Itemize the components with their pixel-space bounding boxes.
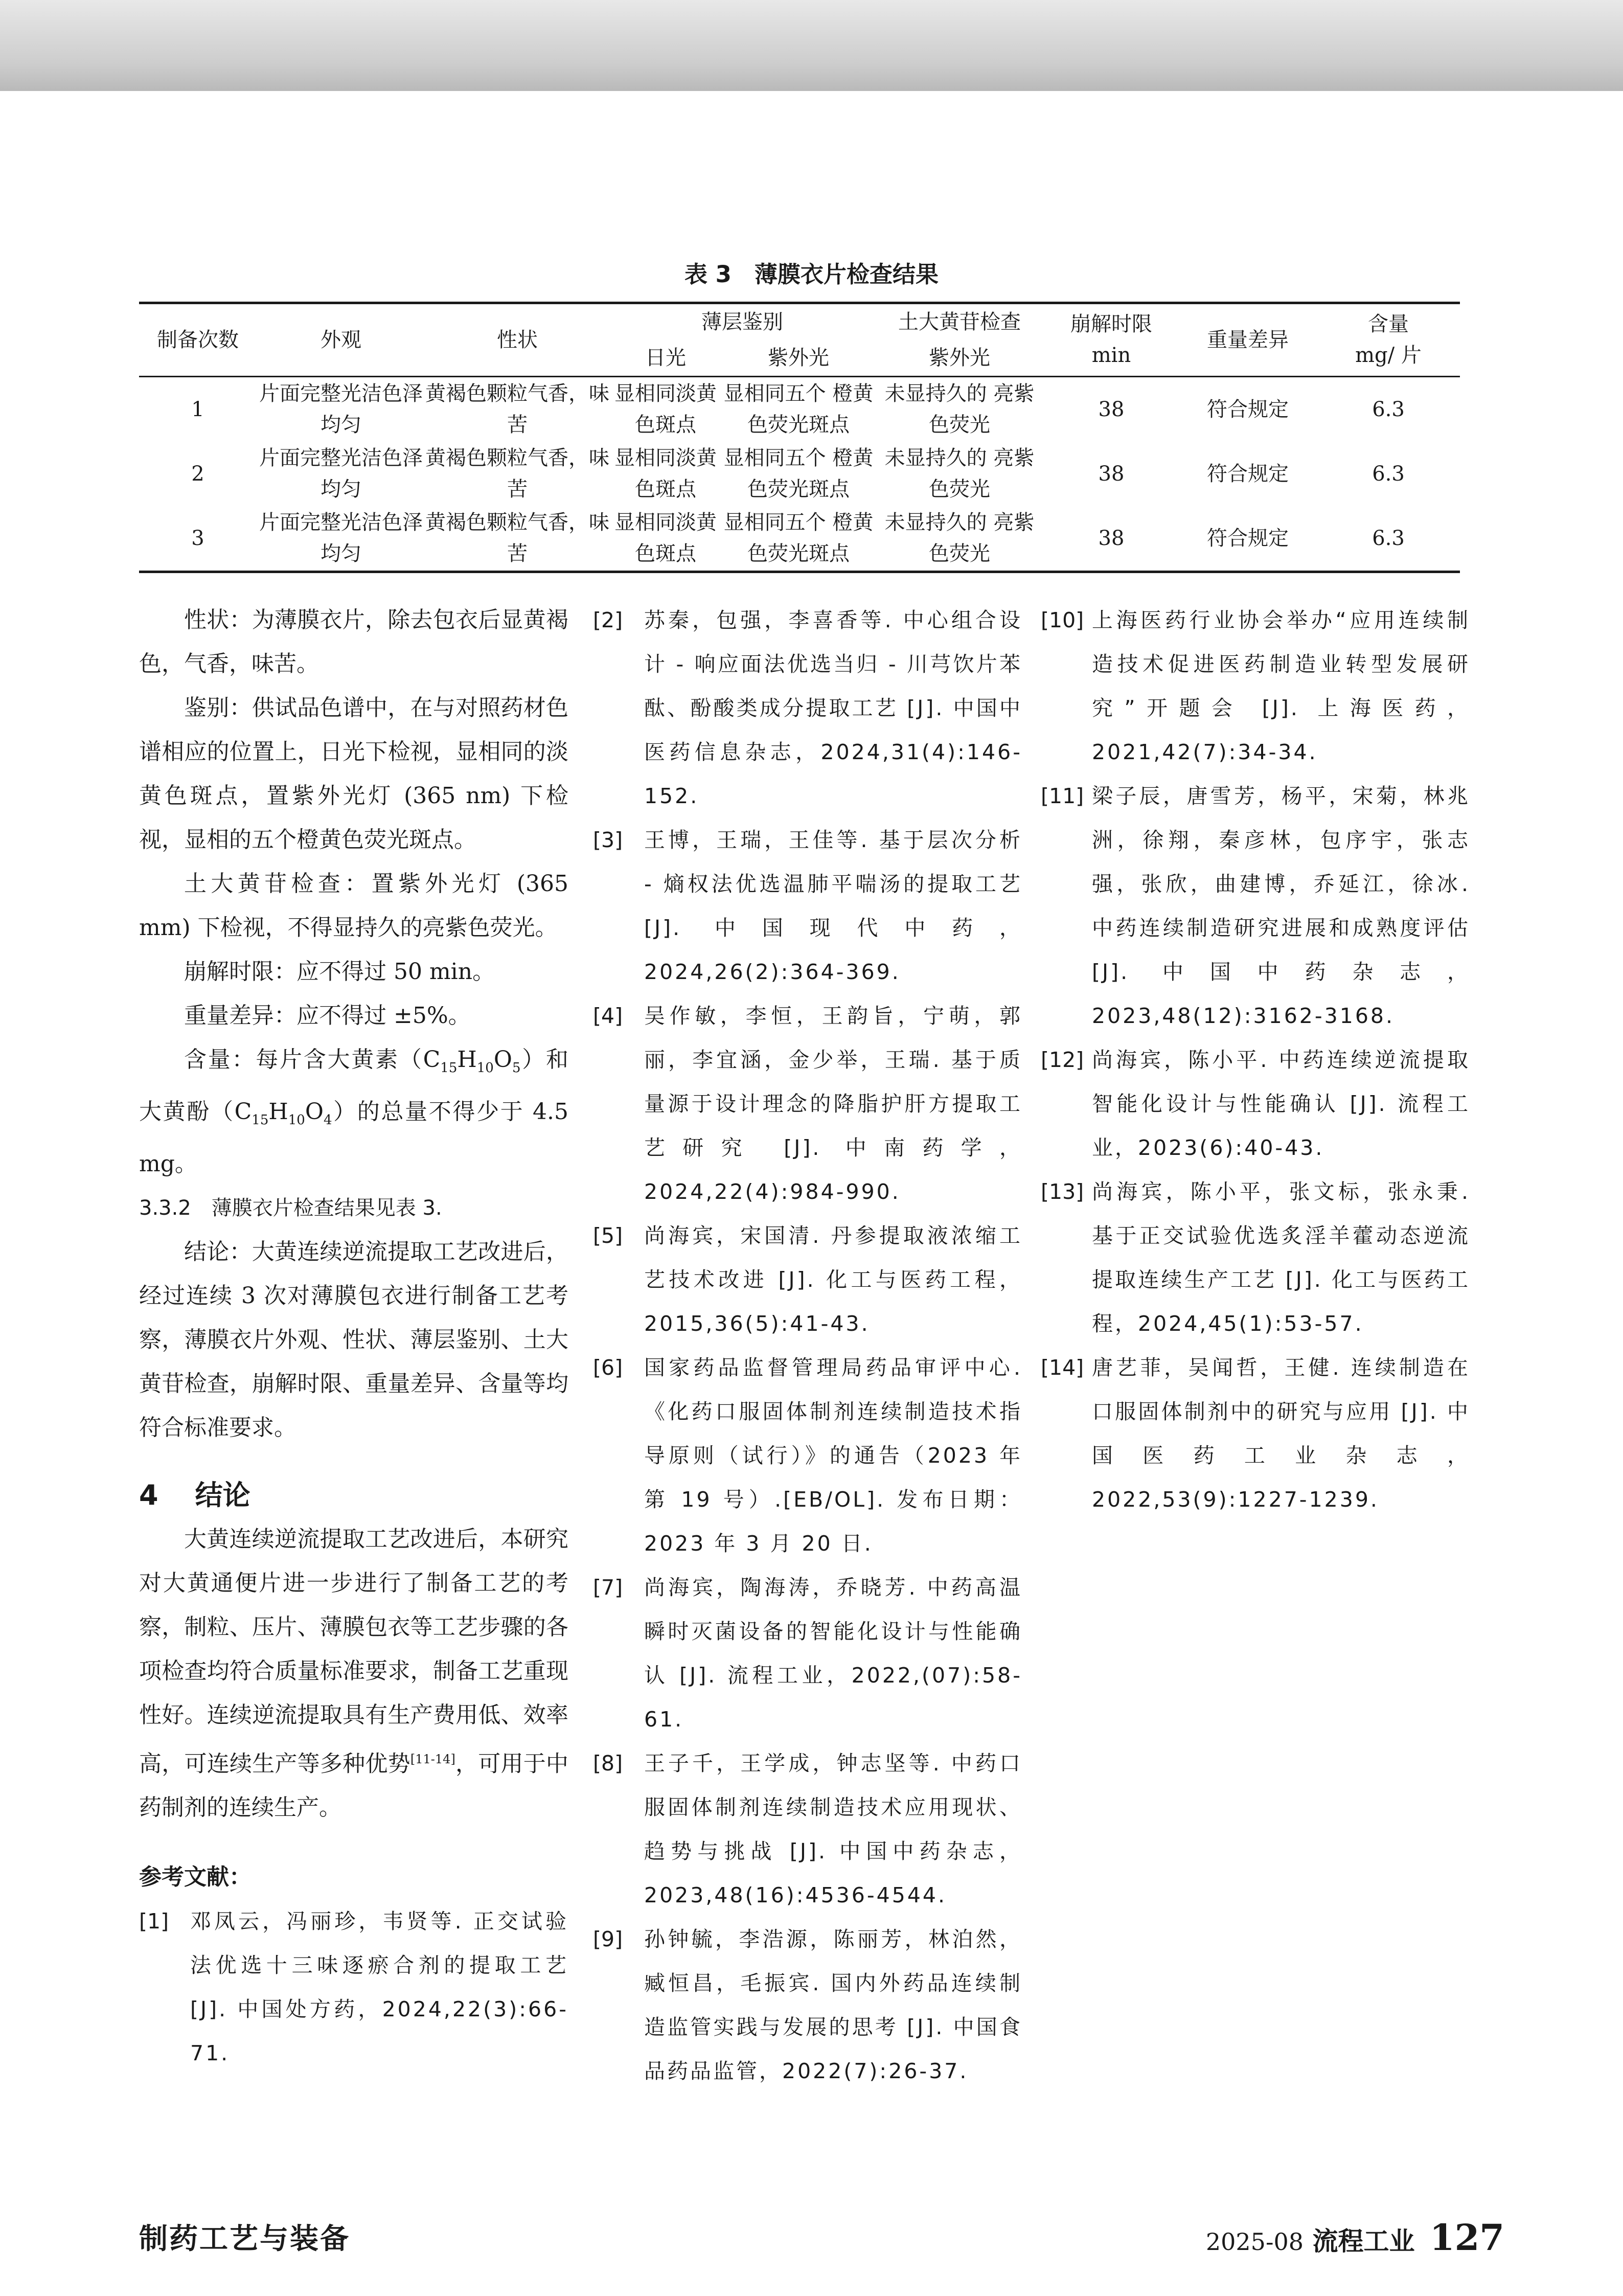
th-tlc: 薄层鉴别 <box>701 310 783 334</box>
reference-item <box>1041 1346 1470 1521</box>
para-weight: 重量差异：应不得过 ±5%。 <box>184 1003 471 1029</box>
content-text-a: 含量：每片含大黄素（C <box>184 1047 441 1073</box>
cell-tlc-uv: 显相同五个 橙黄色荧光斑点 <box>723 446 874 501</box>
subsection-heading: 3.3.2 薄膜衣片检查结果见表 3. <box>139 1196 442 1220</box>
table-row <box>139 377 1460 442</box>
ref-number: [13] <box>1041 1179 1084 1204</box>
th-rhapontin-uv: 紫外光 <box>929 346 990 370</box>
para-character: 性状：为薄膜衣片，除去包衣后显黄褐色，气香，味苦。 <box>139 607 568 677</box>
cell-weight: 符合规定 <box>1207 397 1289 421</box>
cell-appearance: 片面完整光洁色泽均匀 <box>259 511 423 565</box>
ref-text: 吴作敏，李恒，王韵旨，宁萌，郭丽，李宜涵，金少举，王瑞. 基于质量源于设计理念的降脂护肝方提取工艺研究 [J]. 中南药学，2024,22(4):984-990. <box>644 1004 1022 1204</box>
cell-appearance: 片面完整光洁色泽均匀 <box>259 382 423 437</box>
th-character: 性状 <box>497 328 538 352</box>
ref-number: [3] <box>593 828 623 852</box>
ref-number: [14] <box>1041 1355 1084 1380</box>
content-text-e: H <box>268 1098 288 1125</box>
para-conclusion: 结论：大黄连续逆流提取工艺改进后，经过连续 3 次对薄膜包衣进行制备工艺考察，薄膜衣片外观、性状、薄层鉴别、土大黄苷检查，崩解时限、重量差异、含量等均符合标准要求。 <box>139 1238 568 1441</box>
ref-number: [11] <box>1041 784 1084 808</box>
cell-batch: 2 <box>191 462 204 486</box>
para-disintegration: 崩解时限：应不得过 50 min。 <box>184 959 495 985</box>
th-content <box>1317 303 1460 377</box>
para-content <box>139 1038 568 1186</box>
ref-text: 国家药品监督管理局药品审评中心.《化药口服固体制剂连续制造技术指导原则（试行）》的通告（2023 年第 19 号）.[EB/OL]. 发布日期：2023 年 3 月 20 日. <box>644 1355 1022 1556</box>
ref-text: 梁子辰，唐雪芳，杨平，宋菊，林兆洲，徐翔，秦彦林，包序宇，张志强，张欣，曲建博，乔延江，徐冰. 中药连续制造研究进展和成熟度评估 [J]. 中国中药杂志，2023,48(12):3162-3168. <box>1092 784 1470 1028</box>
ref-text: 上海医药行业协会举办“应用连续制造技术促进医药制造业转型发展研究”开题会 [J]. 上海医药，2021,42(7):34-34. <box>1092 608 1470 764</box>
section4-text-b: ，可用于中药制剂的连续生产。 <box>139 1751 569 1821</box>
ref-text: 王子千，王学成，钟志坚等. 中药口服固体制剂连续制造技术应用现状、趋势与挑战 [J]. 中国中药杂志，2023,48(16):4536-4544. <box>644 1751 1022 1907</box>
th-tlc-uv: 紫外光 <box>768 346 829 370</box>
ref-number: [2] <box>593 608 623 632</box>
references-heading: 参考文献： <box>139 1864 252 1891</box>
th-tlc-day: 日光 <box>645 346 686 370</box>
sub-3: 5 <box>512 1060 521 1076</box>
reference-item <box>593 1346 1022 1565</box>
cell-tlc-uv: 显相同五个 橙黄色荧光斑点 <box>723 382 874 437</box>
cell-tlc-day: 显相同淡黄色斑点 <box>614 382 717 437</box>
para-section4 <box>139 1517 568 1830</box>
ref-number: [8] <box>593 1751 623 1776</box>
ref-number: [5] <box>593 1223 623 1248</box>
reference-item <box>593 1565 1022 1741</box>
footer-issue: 2025-08 <box>1205 2228 1304 2256</box>
cell-tlc-day: 显相同淡黄色斑点 <box>614 511 717 565</box>
content-text-g: ）的总量不得少于 4.5 mg。 <box>139 1098 568 1177</box>
cell-rhapontin: 未显持久的 亮紫色荧光 <box>884 446 1035 501</box>
th-content-label: 含量 <box>1368 312 1409 336</box>
table-row <box>139 442 1460 506</box>
cell-weight: 符合规定 <box>1207 526 1289 550</box>
ref-text: 尚海宾，陶海涛，乔晓芳. 中药高温瞬时灭菌设备的智能化设计与性能确认 [J]. 流程工业，2022,(07):58-61. <box>644 1575 1022 1732</box>
reference-item <box>1041 1170 1470 1346</box>
content-text-f: O <box>305 1098 324 1125</box>
table-row <box>139 506 1460 572</box>
reference-item <box>1041 774 1470 1038</box>
sub-6: 4 <box>323 1112 332 1128</box>
reference-item <box>1041 598 1470 774</box>
cell-disintegration: 38 <box>1098 397 1125 421</box>
cell-disintegration: 38 <box>1098 462 1125 486</box>
cell-character: 黄褐色颗粒气香，味苦 <box>425 382 609 437</box>
ref-number: [1] <box>139 1909 169 1934</box>
reference-item <box>593 1741 1022 1917</box>
page-number: 127 <box>1429 2216 1504 2259</box>
top-bar <box>0 0 1623 91</box>
footer-journal-name: 流程工业 <box>1312 2226 1415 2256</box>
th-content-unit: mg/ 片 <box>1355 344 1422 367</box>
th-disintegration-unit: min <box>1091 344 1131 367</box>
column-right <box>1041 598 1470 1521</box>
cell-character: 黄褐色颗粒气香，味苦 <box>425 511 609 565</box>
ref-text: 邓凤云，冯丽珍，韦贤等. 正交试验法优选十三味逐瘀合剂的提取工艺 [J]. 中国处方药，2024,22(3):66-71. <box>190 1909 568 2066</box>
cell-disintegration: 38 <box>1098 526 1125 550</box>
sub-1: 15 <box>440 1060 458 1076</box>
cell-rhapontin: 未显持久的 亮紫色荧光 <box>884 382 1035 437</box>
cell-tlc-uv: 显相同五个 橙黄色荧光斑点 <box>723 511 874 565</box>
cell-content: 6.3 <box>1372 462 1405 486</box>
column-middle <box>593 598 1022 2093</box>
para-identification: 鉴别：供试品色谱中，在与对照药材色谱相应的位置上，日光下检视，显相同的淡黄色斑点，置紫外光灯 (365 nm) 下检视，显相的五个橙黄色荧光斑点。 <box>139 695 568 853</box>
ref-text: 孙钟毓，李浩源，陈丽芳，林泊然，臧恒昌，毛振宾. 国内外药品连续制造监管实践与发展的思考 [J]. 中国食品药品监管，2022(7):26-37. <box>644 1927 1022 2083</box>
results-table <box>139 302 1460 573</box>
reference-item <box>593 598 1022 818</box>
section-number: 4 <box>139 1479 158 1511</box>
cell-batch: 3 <box>191 526 204 550</box>
ref-number: [9] <box>593 1927 623 1951</box>
cell-content: 6.3 <box>1372 526 1405 550</box>
cell-batch: 1 <box>191 397 204 421</box>
cell-content: 6.3 <box>1372 397 1405 421</box>
th-appearance: 外观 <box>321 328 361 352</box>
ref-text: 唐艺菲，吴闻哲，王健. 连续制造在口服固体制剂中的研究与应用 [J]. 中国医药工业杂志，2022,53(9):1227-1239. <box>1092 1355 1470 1512</box>
ref-text: 王博，王瑞，王佳等. 基于层次分析 - 熵权法优选温肺平喘汤的提取工艺 [J]. 中国现代中药，2024,26(2):364-369. <box>644 828 1022 984</box>
cell-character: 黄褐色颗粒气香，味苦 <box>425 446 609 501</box>
citation: [11-14] <box>410 1752 455 1766</box>
content-text-b: H <box>457 1047 477 1073</box>
ref-number: [10] <box>1041 608 1084 632</box>
th-weight: 重量差异 <box>1207 328 1289 352</box>
th-disintegration-label: 崩解时限 <box>1070 312 1152 336</box>
footer-section: 制药工艺与装备 <box>139 2222 350 2256</box>
footer-journal <box>1206 2216 1504 2259</box>
th-disintegration <box>1044 303 1179 377</box>
reference-item <box>1041 1038 1470 1170</box>
section-heading <box>139 1473 568 1517</box>
ref-number: [12] <box>1041 1048 1084 1072</box>
cell-rhapontin: 未显持久的 亮紫色荧光 <box>884 511 1035 565</box>
sub-4: 15 <box>252 1112 269 1128</box>
reference-item <box>593 1917 1022 2093</box>
th-rhapontin: 土大黄苷检查 <box>898 310 1021 334</box>
sub-2: 10 <box>476 1060 494 1076</box>
section4-text-a: 大黄连续逆流提取工艺改进后，本研究对大黄通便片进一步进行了制备工艺的考察，制粒、压片、薄膜包衣等工艺步骤的各项检查均符合质量标准要求，制备工艺重现性好。连续逆流提取具有生产费用低、效率高，可连续生产等多种优势 <box>139 1526 568 1777</box>
section-title: 结论 <box>195 1479 250 1511</box>
cell-appearance: 片面完整光洁色泽均匀 <box>259 446 423 501</box>
content-text-c: O <box>493 1047 512 1073</box>
cell-weight: 符合规定 <box>1207 462 1289 486</box>
reference-item <box>593 1214 1022 1346</box>
content-text-d: ）和大黄酚（C <box>139 1047 569 1125</box>
sub-5: 10 <box>288 1112 305 1128</box>
table-title: 表 3 薄膜衣片检查结果 <box>684 261 939 288</box>
ref-number: [7] <box>593 1575 623 1600</box>
ref-text: 尚海宾，陈小平，张文标，张永秉. 基于正交试验优选炙淫羊藿动态逆流提取连续生产工艺 [J]. 化工与医药工程，2024,45(1):53-57. <box>1092 1179 1470 1336</box>
ref-text: 苏秦，包强，李喜香等. 中心组合设计 - 响应面法优选当归 - 川芎饮片苯酞、酚酸类成分提取工艺 [J]. 中国中医药信息杂志，2024,31(4):146-152. <box>644 608 1022 808</box>
ref-text: 尚海宾，陈小平. 中药连续逆流提取智能化设计与性能确认 [J]. 流程工业，2023(6):40-43. <box>1092 1048 1470 1160</box>
para-rhapontin: 土大黄苷检查：置紫外光灯 (365 mm) 下检视，不得显持久的亮紫色荧光。 <box>139 871 568 941</box>
reference-item <box>593 994 1022 1214</box>
reference-item <box>139 1899 568 2075</box>
ref-text: 尚海宾，宋国清. 丹参提取液浓缩工艺技术改进 [J]. 化工与医药工程，2015,36(5):41-43. <box>644 1223 1022 1336</box>
cell-tlc-day: 显相同淡黄色斑点 <box>614 446 717 501</box>
ref-number: [4] <box>593 1004 623 1028</box>
reference-item <box>593 818 1022 994</box>
ref-number: [6] <box>593 1355 623 1380</box>
th-batch: 制备次数 <box>157 328 239 352</box>
column-left <box>139 598 568 2075</box>
